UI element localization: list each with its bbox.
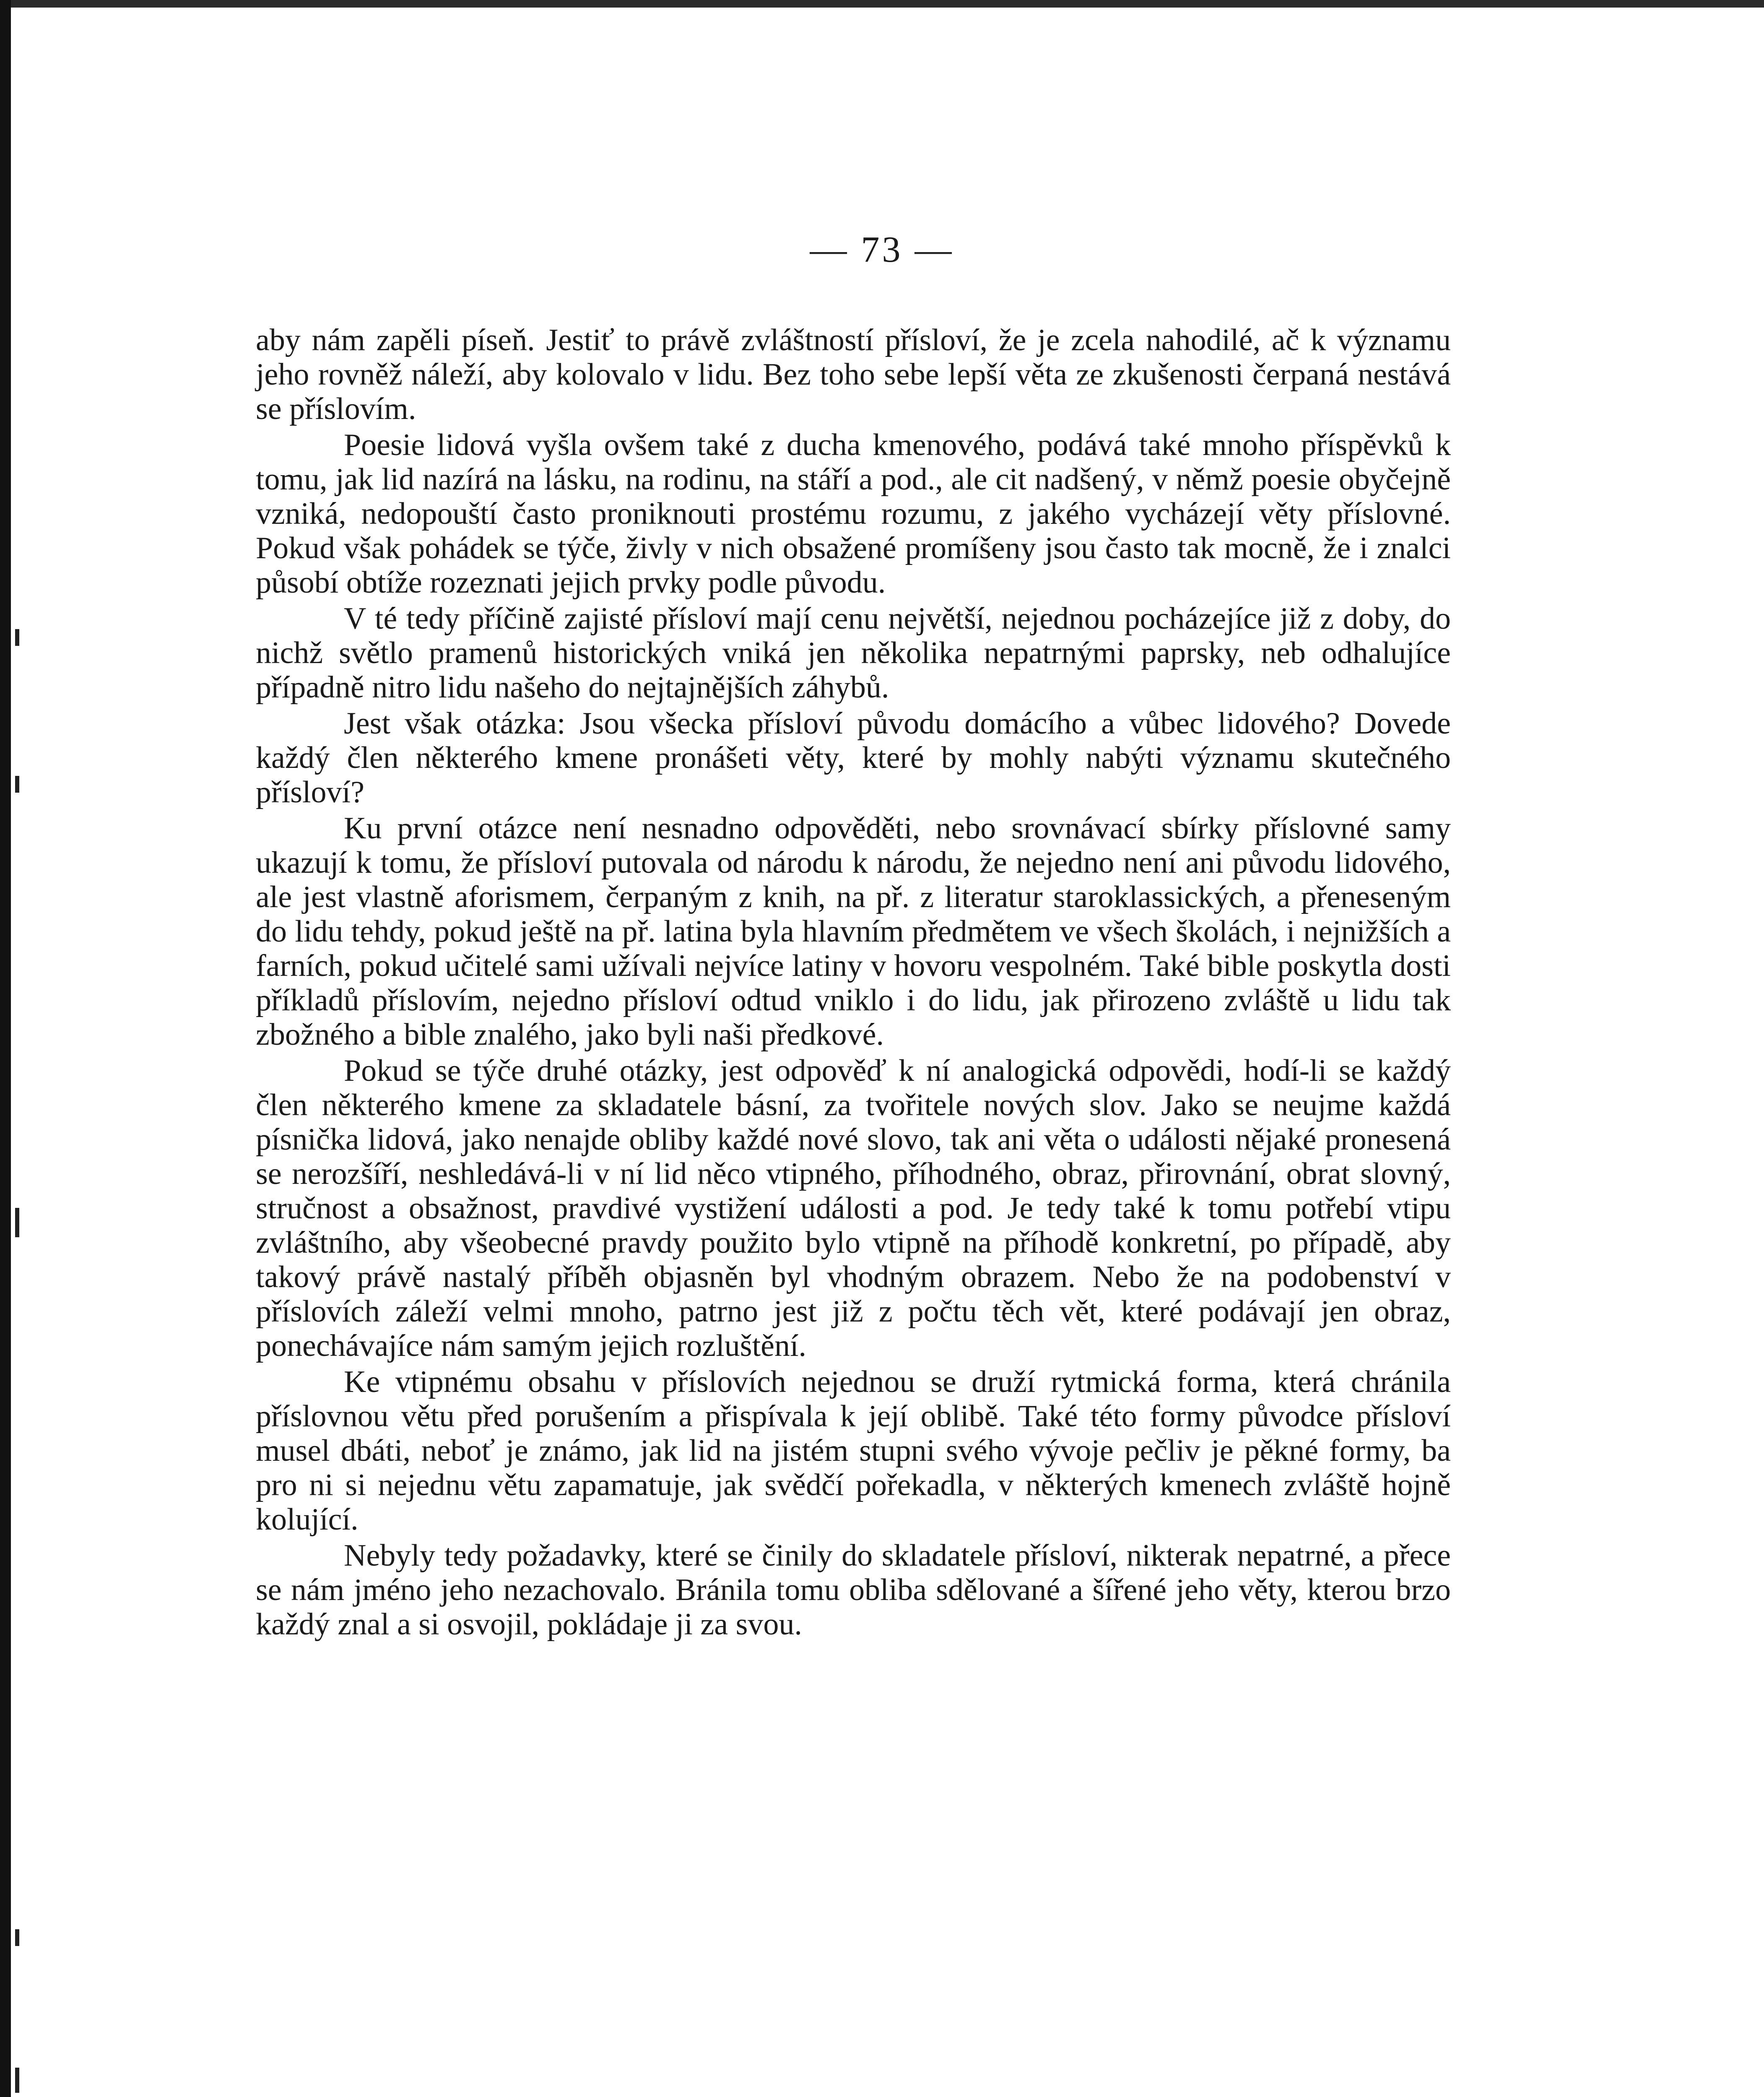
margin-mark xyxy=(15,2068,19,2093)
paragraph-6: Pokud se týče druhé otázky, jest odpověď k ní analogická odpovědi, hodí-li se každý člen některého kmene za skladatele básní, za tvořitele nových slov. Jako se neujme každá písnička lidová, jako nenajde obliby každé nové slovo, tak ani věta o události nějaké pronesená se nerozšíří, neshledává-li v ní lid něco vtipného, příhodného, obraz, přirovnání, obrat slovný, stručnost a obsažnost, pravdivé vystižení události a pod. Je tedy také k tomu potřebí vtipu zvláštního, aby všeobecné pravdy použito bylo vtipně na příhodě konkretní, po případě, aby takový právě nastalý příběh objasněn byl vhodným obrazem. Nebo že na podobenství v příslovích záleží velmi mnoho, patrno jest již z počtu těch vět, které podávají jen obraz, ponechávajíce nám samým jejich rozluštění. xyxy=(256,1054,1451,1363)
paragraph-5: Ku první otázce není nesnadno odpověděti, nebo srovnávací sbírky příslovné samy ukazují k tomu, že přísloví putovala od národu k národu, že nejedno není ani původu lidového, ale jest vlastně aforismem, čerpaným z knih, na př. z literatur staroklassických, a přeneseným do lidu tehdy, pokud ještě na př. latina byla hlavním předmětem ve všech školách, i nejnižších a farních, pokud učitelé sami užívali nejvíce latiny v hovoru vespolném. Také bible poskytla dosti příkladů příslovím, nejedno přísloví odtud vniklo i do lidu, jak přirozeno zvláště u lidu tak zbožného a bible znalého, jako byli naši předkové. xyxy=(256,811,1451,1052)
margin-mark xyxy=(15,1929,19,1946)
paragraph-1: aby nám zapěli píseň. Jestiť to právě zvláštností přísloví, že je zcela nahodilé, ač k významu jeho rovněž náleží, aby kolovalo v lidu. Bez toho sebe lepší věta ze zkušenosti čerpaná nestává se příslovím. xyxy=(256,323,1451,426)
page-number: — 73 — xyxy=(810,229,954,270)
margin-mark xyxy=(15,629,19,646)
paragraph-4: Jest však otázka: Jsou všecka přísloví původu domácího a vůbec lidového? Dovede každý člen některého kmene pronášeti věty, které by mohly nabýti významu skutečného přísloví? xyxy=(256,706,1451,809)
paragraph-3: V té tedy příčině zajisté přísloví mají cenu největší, nejednou pocházejíce již z doby, do nichž světlo pramenů historických vniká jen několika nepatrnými paprsky, neb odhalujíce případně nitro lidu našeho do nejtajnějších záhybů. xyxy=(256,601,1451,705)
body-text xyxy=(256,323,1451,1643)
margin-mark xyxy=(15,776,19,793)
paragraph-7: Ke vtipnému obsahu v příslovích nejednou se druží rytmická forma, která chránila příslovnou větu před porušením a přispívala k její oblibě. Také této formy původce přísloví musel dbáti, neboť je známo, jak lid na jistém stupni svého vývoje pečliv je pěkné formy, ba pro ni si nejednu větu zapamatuje, jak svědčí pořekadla, v některých kmenech zvláště hojně kolující. xyxy=(256,1365,1451,1537)
paragraph-2: Poesie lidová vyšla ovšem také z ducha kmenového, podává také mnoho příspěvků k tomu, jak lid nazírá na lásku, na rodinu, na stáří a pod., ale cit nadšený, v němž poesie obyčejně vzniká, nedopouští často proniknouti prostému rozumu, z jakého vycházejí věty příslovné. Pokud však pohádek se týče, živly v nich obsažené promíšeny jsou často tak mocně, že i znalci působí obtíže rozeznati jejich prvky podle původu. xyxy=(256,428,1451,600)
scan-border-top xyxy=(0,0,1764,8)
paragraph-8: Nebyly tedy požadavky, které se činily do skladatele přísloví, nikterak nepatrné, a přece se nám jméno jeho nezachovalo. Bránila tomu obliba sdělované a šířené jeho věty, kterou brzo každý znal a si osvojil, pokládaje ji za svou. xyxy=(256,1538,1451,1642)
scan-border-left xyxy=(0,0,11,2097)
margin-mark xyxy=(15,1208,19,1237)
